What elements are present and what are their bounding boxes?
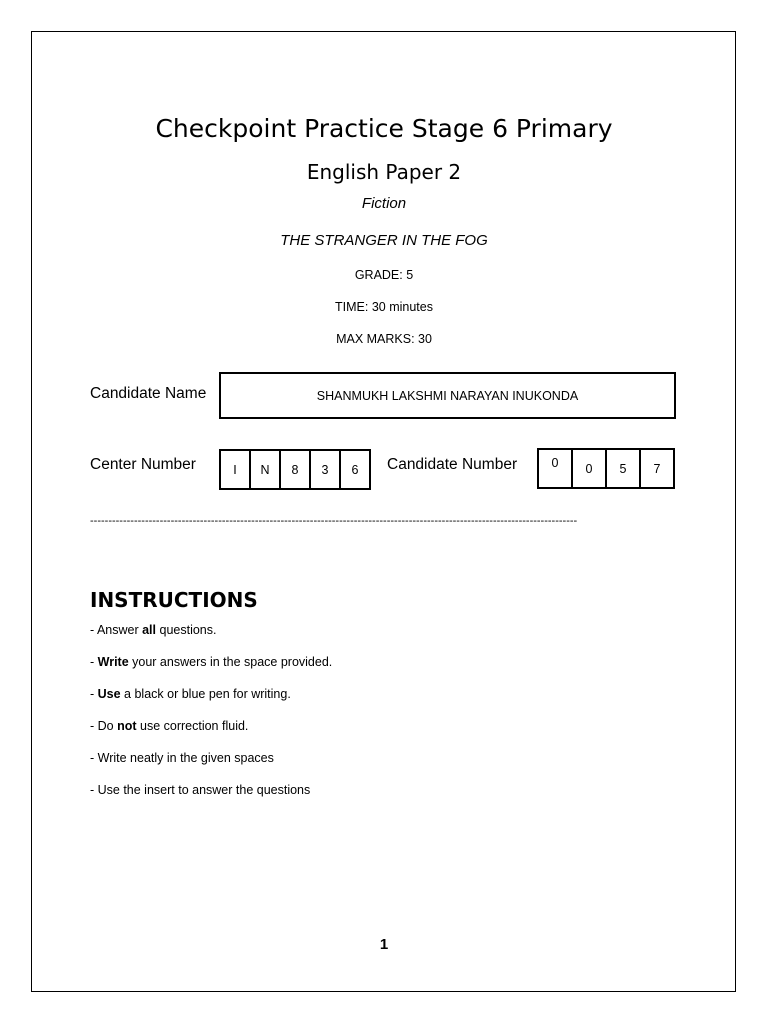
instruction-item: - Write your answers in the space provided. [90,655,333,669]
paper-subtitle: English Paper 2 [306,160,462,184]
max-marks-info: MAX MARKS: 30 [336,332,432,346]
candidate-number-cell[interactable]: 0 [537,448,573,489]
paper-title: Checkpoint Practice Stage 6 Primary [155,114,613,143]
instruction-item: - Do not use correction fluid. [90,719,249,733]
instructions-list [90,620,332,812]
candidate-name-value: SHANMUKH LAKSHMI NARAYAN INUKONDA [316,388,579,403]
page-number: 1 [379,936,389,953]
candidate-number-cell[interactable]: 5 [605,448,641,489]
candidate-name-label: Candidate Name [90,385,207,402]
instruction-item: - Use a black or blue pen for writing. [90,687,291,701]
time-info: TIME: 30 minutes [335,300,433,314]
center-number-cell[interactable]: 8 [279,449,311,490]
genre-label: Fiction [361,195,407,212]
section-separator: ------------------------------------------------------------------------------------------------------------------------------------- [90,515,578,527]
center-number-boxes [219,449,371,490]
instructions-heading: INSTRUCTIONS [90,588,258,612]
grade-info: GRADE: 5 [354,268,414,282]
instruction-item: - Answer all questions. [90,623,217,637]
candidate-number-label: Candidate Number [387,456,518,473]
instruction-item: - Write neatly in the given spaces [90,751,274,765]
center-number-cell[interactable]: 3 [309,449,341,490]
story-title: THE STRANGER IN THE FOG [280,232,488,249]
center-number-cell[interactable]: 6 [339,449,371,490]
center-number-label: Center Number [90,456,196,473]
candidate-name-field[interactable] [219,372,676,419]
center-number-cell[interactable]: I [219,449,251,490]
instruction-item: - Use the insert to answer the questions [90,783,311,797]
center-number-cell[interactable]: N [249,449,281,490]
candidate-number-boxes [537,448,675,489]
candidate-number-cell[interactable]: 7 [639,448,675,489]
candidate-number-cell[interactable]: 0 [571,448,607,489]
